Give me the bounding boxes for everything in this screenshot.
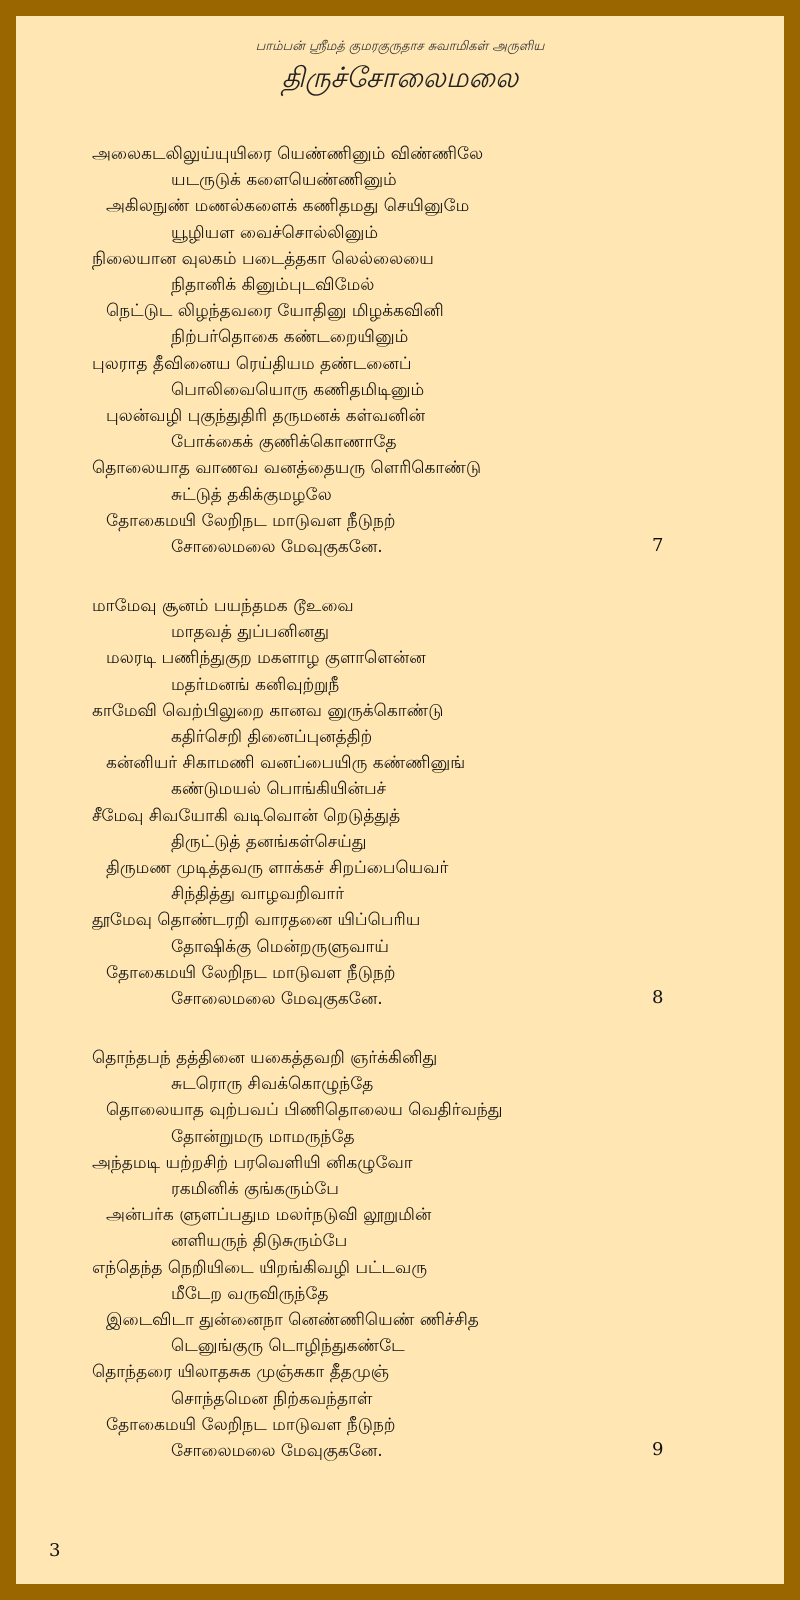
verse-line: கன்னியர் சிகாமணி வனப்பையிரு கண்ணினுங்	[106, 753, 466, 774]
verse-line-indented: திருட்டுத் தனங்கள்செய்து	[171, 831, 367, 852]
verse-line: மாமேவு சூனம் பயந்தமக டூஉவை	[92, 596, 354, 616]
verse-line: புலராத தீவினைய ரெய்தியம தண்டனைப்	[92, 353, 412, 374]
verse-line: காமேவி வெற்பிலுறை கானவ னுருக்கொண்டு	[92, 700, 444, 721]
verse-line: தொந்தரை யிலாதசுக முஞ்சுகா தீதமுஞ்	[92, 1362, 389, 1383]
verse-line-indented: சோலைமலை மேவுகுகனே.	[171, 1441, 383, 1461]
verse-line-indented: னளியருந் திடுசுரும்பே	[171, 1231, 348, 1252]
verse-line-indented: தோஷிக்கு மென்றருளுவாய்	[171, 936, 389, 957]
verse-line-indented: சோலைமலை மேவுகுகனே.	[171, 989, 383, 1009]
verse-line-indented: கண்டுமயல் பொங்கியின்பச்	[171, 779, 387, 800]
author-subtitle: பாம்பன் ஸ்ரீமத் குமரகுருதாச சுவாமிகள் அருளிய	[255, 39, 545, 54]
verse-line-indented: கதிர்செறி தினைப்புனத்திற்	[171, 727, 373, 747]
verse-line-indented: மீடேற வருவிருந்தே	[171, 1283, 329, 1304]
verse-line-indented: யடருடுக் களையெண்ணினும்	[171, 170, 397, 191]
page-number: 3	[49, 1540, 61, 1561]
verse-line: தோகைமயி லேறிநட மாடுவள நீடுநற்	[106, 510, 396, 531]
verse-line: நிலையான வுலகம் படைத்தகா லெல்லையை	[92, 248, 434, 269]
verse-line: தூமேவு தொண்டரறி வாரதனை யிப்பெரிய	[92, 910, 421, 931]
verse-line: மலரடி பணிந்துகுற மகளாழ குளாளென்ன	[106, 648, 426, 669]
verse-number: 8	[652, 987, 664, 1008]
verse-line: தொலையாத வாணவ வனத்தையரு ளெரிகொண்டு	[92, 458, 482, 479]
verse-line: புலன்வழி புகுந்துதிரி தருமனக் கள்வனின்	[106, 406, 426, 426]
verse-line: நெட்டுட லிழந்தவரை யோதினு மிழக்கவினி	[106, 301, 444, 322]
page-title: திருச்சோலைமலை	[281, 61, 519, 94]
verse-line-indented: சோலைமலை மேவுகுகனே.	[171, 537, 383, 557]
verse-line-indented: போக்கைக் குணிக்கொணாதே	[171, 432, 397, 453]
verse-line: சீமேவு சிவயோகி வடிவொன் றெடுத்துத்	[92, 805, 401, 826]
verse-line-indented: பொலிவையொரு கணிதமிடினும்	[171, 379, 425, 400]
verse-line-indented: நிற்பர்தொகை கண்டறையினும்	[171, 327, 409, 348]
verse-line: அலைகடலிலுய்யுயிரை யெண்ணினும் விண்ணிலே	[92, 144, 484, 164]
verse-line: அந்தமடி யற்றசிற் பரவெளியி னிகழுவோ	[92, 1152, 413, 1173]
verse-line: எந்தெந்த நெறியிடை யிறங்கிவழி பட்டவரு	[92, 1257, 428, 1278]
verse-line-indented: நிதானிக் கினும்புடவிமேல்	[171, 275, 375, 295]
verse-line-indented: ரகமினிக் குங்கரும்பே	[171, 1179, 339, 1199]
verse-line-indented: யூழியள வைச்சொல்லினும்	[171, 222, 379, 243]
verse-line-indented: மதர்மனங் கனிவுற்றுநீ	[171, 674, 340, 695]
verse-line-indented: தோன்றுமரு மாமருந்தே	[171, 1126, 355, 1147]
verse-line: தொலையாத வுற்பவப் பிணிதொலைய வெதிர்வந்து	[106, 1100, 503, 1121]
verse-line-indented: சொந்தமென நிற்கவந்தாள்	[171, 1388, 373, 1409]
verse-line: அகிலநுண் மணல்களைக் கணிதமது செயினுமே	[106, 196, 470, 217]
verse-line: தொந்தபந் தத்தினை யகைத்தவறி ஞர்க்கினிது	[92, 1048, 438, 1068]
verse-line: திருமண முடித்தவரு ளாக்கச் சிறப்பையெவர்	[106, 858, 449, 878]
verse-line-indented: மாதவத் துப்பனினது	[171, 622, 329, 643]
verse-number: 7	[652, 535, 664, 556]
page-panel	[16, 16, 784, 1584]
verse-line-indented: சிந்தித்து வாழவறிவார்	[171, 884, 345, 905]
verse-line-indented: சுடரொரு சிவக்கொழுந்தே	[171, 1074, 374, 1095]
verse-line: அன்பர்க ளுளப்பதும மலர்நடுவி லூறுமின்	[106, 1205, 432, 1226]
verse-line: இடைவிடா துன்னைநா னெண்ணியெண் ணிச்சித	[106, 1310, 479, 1330]
verse-number: 9	[652, 1439, 664, 1460]
verse-line: தோகைமயி லேறிநட மாடுவள நீடுநற்	[106, 1414, 396, 1435]
verse-line: தோகைமயி லேறிநட மாடுவள நீடுநற்	[106, 962, 396, 983]
verse-line-indented: சுட்டுத் தகிக்குமழலே	[171, 484, 332, 505]
verse-line-indented: டெனுங்குரு டொழிந்துகண்டே	[171, 1336, 405, 1357]
